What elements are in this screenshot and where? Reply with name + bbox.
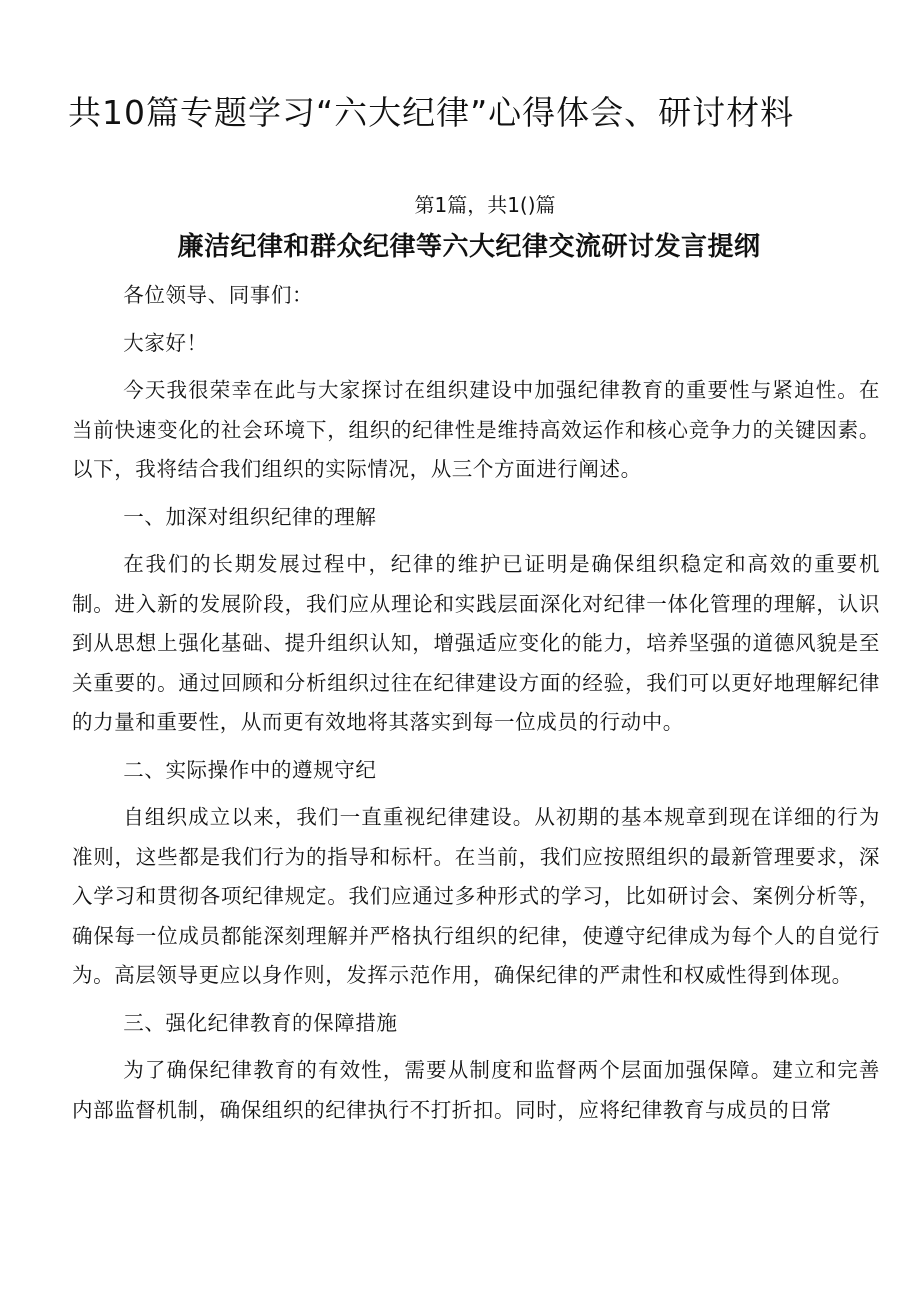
- greeting-paragraph: 大家好！: [123, 330, 208, 355]
- article-title: 廉洁纪律和群众纪律等六大纪律交流研讨发言提纲: [177, 232, 761, 262]
- section-heading-3: 三、强化纪律教育的保障措施: [123, 1010, 398, 1035]
- salutation-paragraph: 各位领导、同事们：: [123, 283, 314, 307]
- section-body-3: 为了确保纪律教育的有效性，需要从制度和监督两个层面加强保障。建立和完善内部监督机制，确保组织的纪律执行不打折扣。同时，应将纪律教育与成员的日常: [72, 1058, 880, 1122]
- section-heading-1: 一、加深对组织纪律的理解: [123, 504, 377, 529]
- part-number-label: 第1篇，共1()篇: [414, 193, 556, 217]
- intro-paragraph: 今天我很荣幸在此与大家探讨在组织建设中加强纪律教育的重要性与紧迫性。在当前快速变化的社会环境下，组织的纪律性是维持高效运作和核心竞争力的关键因素。以下，我将结合我们组织的实际情况，从三个方面进行阐述。: [72, 378, 880, 481]
- document-title: 共10篇专题学习“六大纪律”心得体会、研讨材料: [68, 93, 795, 132]
- section-body-2: 自组织成立以来，我们一直重视纪律建设。从初期的基本规章到现在详细的行为准则，这些都是我们行为的指导和标杆。在当前，我们应按照组织的最新管理要求，深入学习和贯彻各项纪律规定。我们应通过多种形式的学习，比如研讨会、案例分析等，确保每一位成员都能深刻理解并严格执行组织的纪律，使遵守纪律成为每个人的自觉行为。高层领导更应以身作则，发挥示范作用，确保纪律的严肃性和权威性得到体现。: [72, 805, 880, 987]
- section-body-1: 在我们的长期发展过程中，纪律的维护已证明是确保组织稳定和高效的重要机制。进入新的发展阶段，我们应从理论和实践层面深化对纪律一体化管理的理解，认识到从思想上强化基础、提升组织认知，增强适应变化的能力，培养坚强的道德风貌是至关重要的。通过回顾和分析组织过往在纪律建设方面的经验，我们可以更好地理解纪律的力量和重要性，从而更有效地将其落实到每一位成员的行动中。: [72, 552, 880, 734]
- article-body: [72, 276, 880, 1130]
- section-heading-2: 二、实际操作中的遵规守纪: [123, 757, 377, 782]
